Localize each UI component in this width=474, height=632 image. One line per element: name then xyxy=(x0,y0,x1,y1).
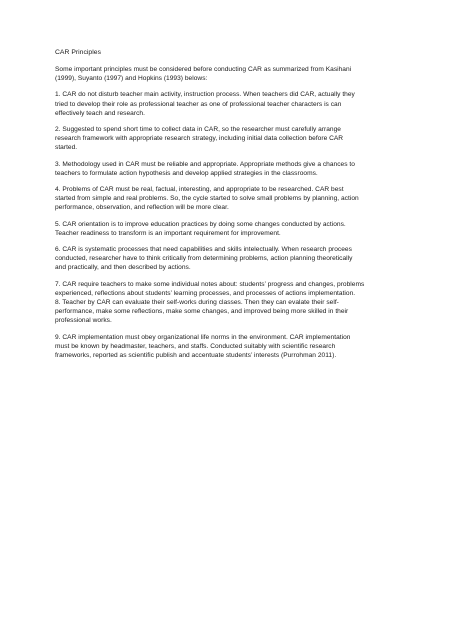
document-body xyxy=(55,48,423,367)
principle-6: 6. CAR is systematic processes that need capabilities and skills intelectually. When research procees conducted, researcher have to think critically from determining problems, action planning theoretically and practically, and then described by actions. xyxy=(55,246,353,272)
principle-1: 1. CAR do not disturb teacher main activity, instruction process. When teachers did CAR, actually they tried to develop their role as professional teacher as one of professional teacher characters is can effectively teach and research. xyxy=(55,91,355,117)
document-title: CAR Principles xyxy=(55,49,101,56)
principle-3: 3. Methodology used in CAR must be reliable and appropriate. Appropriate methods give a chances to teachers to formulate action hypothesis and develop applied strategies in the classrooms. xyxy=(55,160,355,177)
principle-8: 8. Teacher by CAR can evaluate their self-works during classes. Then they can evalate their self- performance, make some reflections, make some changes, and improved being more skilled in their professional works. xyxy=(55,299,349,325)
principle-2: 2. Suggested to spend short time to collect data in CAR, so the researcher must carefully arrange research framework with appropriate research strategy, including initial data collection before CAR started. xyxy=(55,126,344,152)
principle-9: 9. CAR implementation must obey organizational life norms in the environment. CAR implementation must be known by headmaster, teachers, and staffs. Conducted suitably with scientific research frameworks, reported as scientific publish and accentuate students’ interests (Purrohman 2011). xyxy=(55,333,351,360)
principle-7: 7. CAR require teachers to make some individual notes about: students’ progress and changes, problems experienced, reflections about students’ learning processes, and processes of actions implementation. xyxy=(55,280,365,297)
principle-5: 5. CAR orientation is to improve education practices by doing some changes conducted by actions. Teacher readiness to transform is an important requirement for improvement. xyxy=(55,220,346,237)
intro-paragraph: Some important principles must be considered before conducting CAR as summarized from Kasihani (1999), Suyanto (1997) and Hopkins (1993) belows: xyxy=(55,66,352,83)
principle-4: 4. Problems of CAR must be real, factual, interesting, and appropriate to be researched. CAR best started from simple and real problems. So, the cycle started to solve small problems by planning, action performance, observation, and reflection will be more clear. xyxy=(55,186,359,212)
